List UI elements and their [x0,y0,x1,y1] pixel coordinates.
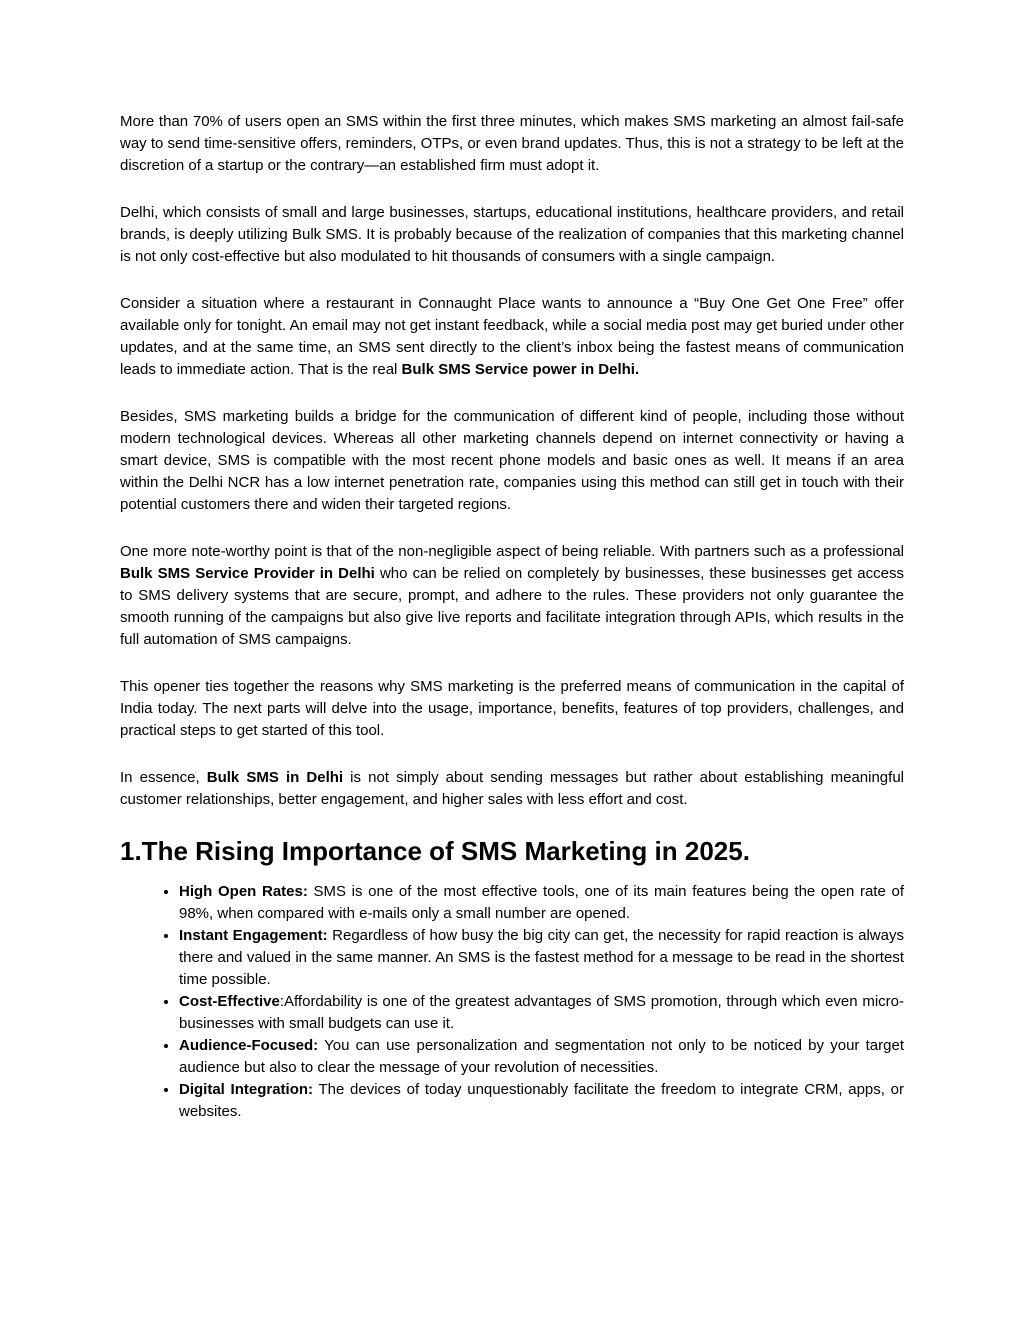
section-heading: 1.The Rising Importance of SMS Marketing in 2025. [120,836,750,866]
list-item-instant-engagement [179,925,904,991]
list-item-digital-integration [179,1079,904,1123]
paragraph-opener-summary [120,676,904,742]
paragraph-reliability [120,541,904,651]
list-item-audience-focused [179,1035,904,1079]
list-item-text: Regardless of how busy the big city can get, the necessity for rapid reaction is always there and valued in the same manner. An SMS is the fastest method for a message to be read in the shortest time possible. [179,927,904,988]
paragraph-delhi-businesses [120,202,904,268]
bullet-list [120,881,904,1123]
paragraph-open-rate [120,111,904,177]
bold-phrase-bulk-sms-service-power: Bulk SMS Service power in Delhi. [401,361,640,378]
bold-phrase-bulk-sms-in-delhi: Bulk SMS in Delhi [206,769,344,786]
paragraph-text: who can be relied on completely by businesses, these businesses get access to SMS delivery systems that are secure, prompt, and adhere to the rules. These providers not only guarantee the smooth running of the campaigns but also give live reports and facilitate integration through APIs, which results in the full automation of SMS campaigns. [120,565,904,648]
list-item-high-open-rates [179,881,904,925]
paragraph-text: is not simply about sending messages but rather about establishing meaningful customer relationships, better engagement, and higher sales with less effort and cost. [120,769,904,808]
list-item-label: Digital Integration: [179,1081,314,1098]
list-item-label: High Open Rates: [179,883,308,900]
list-item-text: :Affordability is one of the greatest advantages of SMS promotion, through which even micro-businesses with small budgets can use it. [179,993,904,1032]
paragraph-text: Besides, SMS marketing builds a bridge for the communication of different kind of people, including those without modern technological devices. Whereas all other marketing channels depend on internet connectivity or having a smart device, SMS is compatible with the most recent phone models and basic ones as well. It means if an area within the Delhi NCR has a low internet penetration rate, companies using this method can still get in touch with their potential customers there and widen their targeted regions. [120,408,904,513]
paragraph-text: More than 70% of users open an SMS within the first three minutes, which makes SMS marketing an almost fail-safe way to send time-sensitive offers, reminders, OTPs, or even brand updates. Thus, this is not a strategy to be left at the discretion of a startup or the contrary—an established firm must adopt it. [120,113,904,174]
list-item-label: Audience-Focused: [179,1037,319,1054]
list-item-text: SMS is one of the most effective tools, one of its main features being the open rate of 98%, when compared with e-mails only a small number are opened. [179,883,904,922]
bold-phrase-bulk-sms-provider: Bulk SMS Service Provider in Delhi [120,565,375,582]
list-item-text: You can use personalization and segmentation not only to be noticed by your target audience but also to clear the message of your revolution of necessities. [179,1037,904,1076]
list-item-label: Instant Engagement: [179,927,328,944]
paragraph-restaurant-example [120,293,904,381]
list-item-text: The devices of today unquestionably facilitate the freedom to integrate CRM, apps, or websites. [179,1081,904,1120]
paragraph-text: One more note-worthy point is that of the non-negligible aspect of being reliable. With partners such as a professional [120,543,904,560]
paragraph-in-essence [120,767,904,811]
paragraph-text: In essence, [120,769,207,786]
paragraph-text: Consider a situation where a restaurant in Connaught Place wants to announce a “Buy One Get One Free” offer available only for tonight. An email may not get instant feedback, while a social media post may get buried under other updates, and at the same time, an SMS sent directly to the client’s inbox being the fastest means of communication leads to immediate action. That is the real [120,295,904,378]
paragraph-communication-bridge [120,406,904,516]
list-item-cost-effective [179,991,904,1035]
paragraph-text: This opener ties together the reasons why SMS marketing is the preferred means of communication in the capital of India today. The next parts will delve into the usage, importance, benefits, features of top providers, challenges, and practical steps to get started of this tool. [120,678,904,739]
list-item-label: Cost-Effective [179,993,280,1010]
paragraph-text: Delhi, which consists of small and large businesses, startups, educational institutions, healthcare providers, and retail brands, is deeply utilizing Bulk SMS. It is probably because of the realization of companies that this marketing channel is not only cost-effective but also modulated to hit thousands of consumers with a single campaign. [120,204,904,265]
